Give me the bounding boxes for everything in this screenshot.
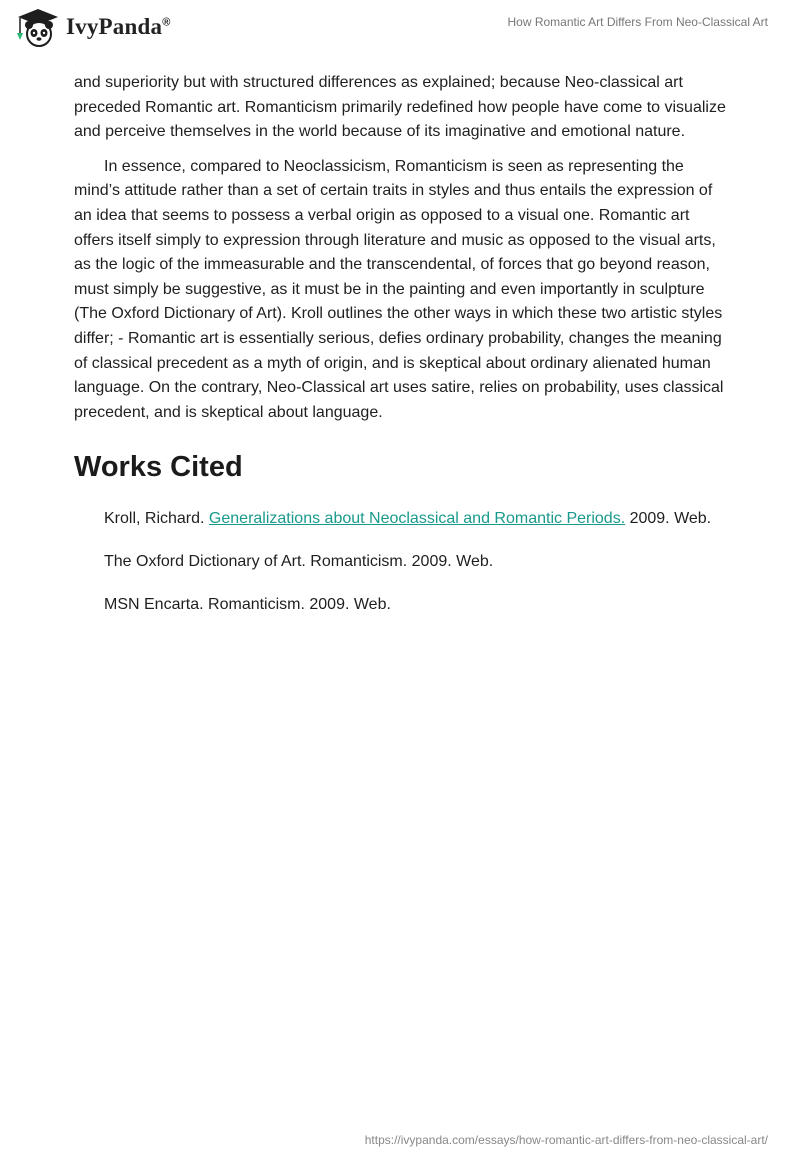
citation-oxford: The Oxford Dictionary of Art. Romanticism. 2009. Web.	[104, 552, 494, 570]
source-url: https://ivypanda.com/essays/how-romantic-art-differs-from-neo-classical-art/	[364, 1133, 768, 1147]
citation-encarta: MSN Encarta. Romanticism. 2009. Web.	[104, 595, 391, 613]
body-paragraph-1: and superiority but with structured differences as explained; because Neo-classical art preceded Romantic art. Romanticism primarily redefined how people have come to visualize and perceive themselves in the world because of its imaginative and emotional nature.	[74, 74, 726, 141]
ivypanda-logo[interactable]	[14, 7, 171, 47]
works-cited-heading: Works Cited	[74, 451, 243, 484]
citation-link[interactable]: Generalizations about Neoclassical and Romantic Periods.	[208, 510, 626, 528]
essay-content	[74, 71, 726, 635]
panda-graduate-icon	[14, 7, 62, 47]
document-title: How Romantic Art Differs From Neo-Classical Art	[507, 15, 768, 29]
registered-mark: ®	[162, 16, 171, 29]
logo-wordmark: IvyPanda®	[66, 14, 171, 39]
body-paragraph-2: In essence, compared to Neoclassicism, Romanticism is seen as representing the mind’s attitude rather than a set of certain traits in styles and thus entails the expression of an idea that seems to possess a verbal origin as opposed to a visual one. Romantic art offers itself simply to expression through literature and music as opposed to the visual arts, as the logic of the immeasurable and the transcendental, of forces that go beyond reason, must simply be suggestive, as it must be in the painting and even importantly in sculpture (The Oxford Dictionary of Art). Kroll outlines the other ways in which these two artistic styles differ; - Romantic art is essentially serious, defies ordinary probability, changes the meaning of classical precedent as a myth of origin, and is skeptical about ordinary alienated human language. On the contrary, Neo-Classical art uses satire, relies on probability, uses classical precedent, and is skeptical about language.	[74, 157, 724, 421]
citation-kroll: Kroll, Richard. Generalizations about Neoclassical and Romantic Periods. 2009. Web.	[104, 510, 712, 528]
